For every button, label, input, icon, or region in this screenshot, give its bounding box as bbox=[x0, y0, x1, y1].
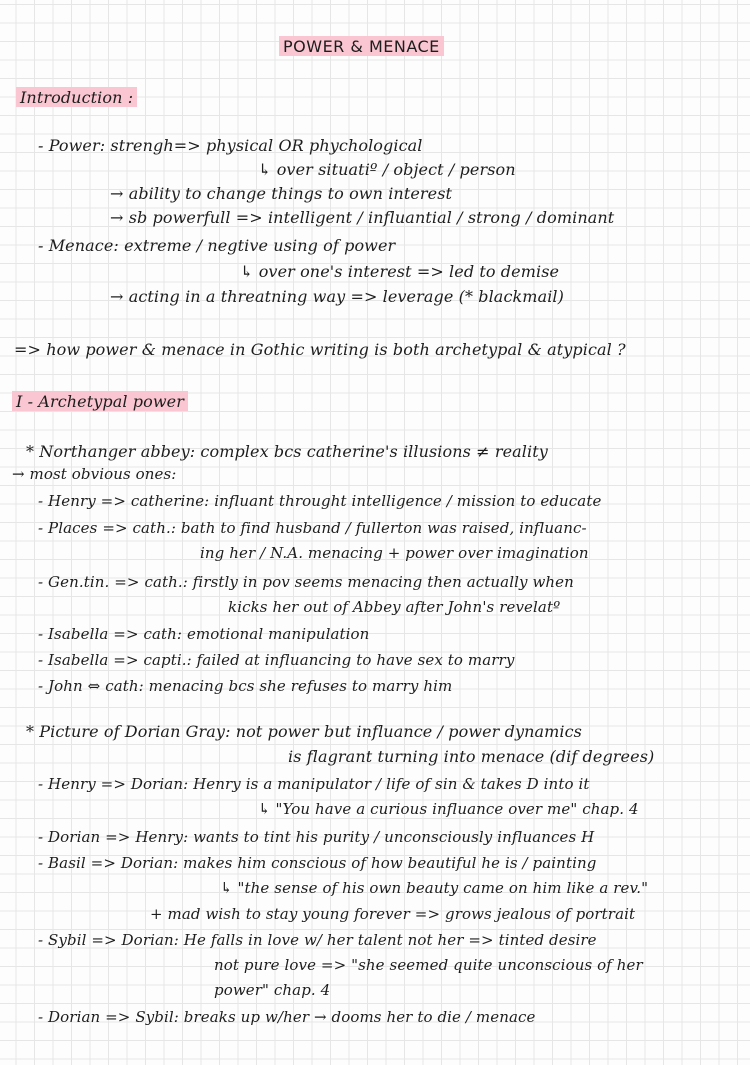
northanger-line: - John ⇔ cath: menacing bcs she refuses to marry him bbox=[38, 677, 453, 695]
northanger-line: - Gen.tin. => cath.: firstly in pov seems menacing then actually when bbox=[38, 573, 574, 591]
northanger-line: kicks her out of Abbey after John's revelatº bbox=[228, 598, 561, 616]
dorian-line: - Basil => Dorian: makes him conscious of how beautiful he is / painting bbox=[38, 854, 597, 872]
intro-line-power-sub: ↳ over situatiº / object / person bbox=[258, 160, 516, 179]
introduction-heading bbox=[16, 88, 137, 108]
page-title-text: POWER & MENACE bbox=[279, 36, 444, 56]
northanger-line: ing her / N.A. menacing + power over imagination bbox=[200, 544, 589, 562]
intro-line-powerful: → sb powerfull => intelligent / influantial / strong / dominant bbox=[110, 208, 615, 227]
dorian-line: - Dorian => Henry: wants to tint his purity / unconsciously influances H bbox=[38, 828, 595, 846]
dorian-line: - Sybil => Dorian: He falls in love w/ her talent not her => tinted desire bbox=[38, 931, 597, 949]
dorian-line: is flagrant turning into menace (dif degrees) bbox=[288, 747, 655, 766]
northanger-line: - Isabella => capti.: failed at influancing to have sex to marry bbox=[38, 651, 515, 669]
intro-line-menace: - Menace: extreme / negtive using of power bbox=[38, 236, 396, 255]
dorian-line: - Dorian => Sybil: breaks up w/her → dooms her to die / menace bbox=[38, 1008, 536, 1026]
section1-heading bbox=[12, 392, 188, 412]
page-title bbox=[279, 37, 444, 57]
northanger-line: - Isabella => cath: emotional manipulation bbox=[38, 625, 370, 643]
dorian-line: ↳ "the sense of his own beauty came on him like a rev." bbox=[220, 879, 649, 897]
intro-line-menace-sub: ↳ over one's interest => led to demise bbox=[240, 262, 560, 281]
intro-line-ability: → ability to change things to own interest bbox=[110, 184, 453, 203]
intro-line-acting: → acting in a threatning way => leverage (* blackmail) bbox=[110, 287, 564, 306]
intro-line-power: - Power: strengh=> physical OR phychological bbox=[38, 136, 423, 155]
dorian-line: ↳ "You have a curious influance over me" chap. 4 bbox=[258, 800, 639, 818]
section1-heading-text: I - Archetypal power bbox=[12, 391, 188, 411]
dorian-line: not pure love => "she seemed quite unconscious of her bbox=[214, 956, 643, 974]
dorian-line: power" chap. 4 bbox=[214, 981, 331, 999]
introduction-heading-text: Introduction : bbox=[16, 87, 137, 107]
dorian-line: + mad wish to stay young forever => grows jealous of portrait bbox=[150, 905, 636, 923]
northanger-line: → most obvious ones: bbox=[12, 465, 177, 483]
northanger-line: - Places => cath.: bath to find husband / fullerton was raised, influanc- bbox=[38, 519, 587, 537]
northanger-line: - Henry => catherine: influant throught intelligence / mission to educate bbox=[38, 492, 602, 510]
thesis-question: => how power & menace in Gothic writing is both archetypal & atypical ? bbox=[14, 340, 626, 359]
northanger-line: * Northanger abbey: complex bcs catherine's illusions ≠ reality bbox=[26, 442, 548, 461]
dorian-line: - Henry => Dorian: Henry is a manipulator / life of sin & takes D into it bbox=[38, 775, 590, 793]
dorian-line: * Picture of Dorian Gray: not power but influance / power dynamics bbox=[26, 722, 582, 741]
